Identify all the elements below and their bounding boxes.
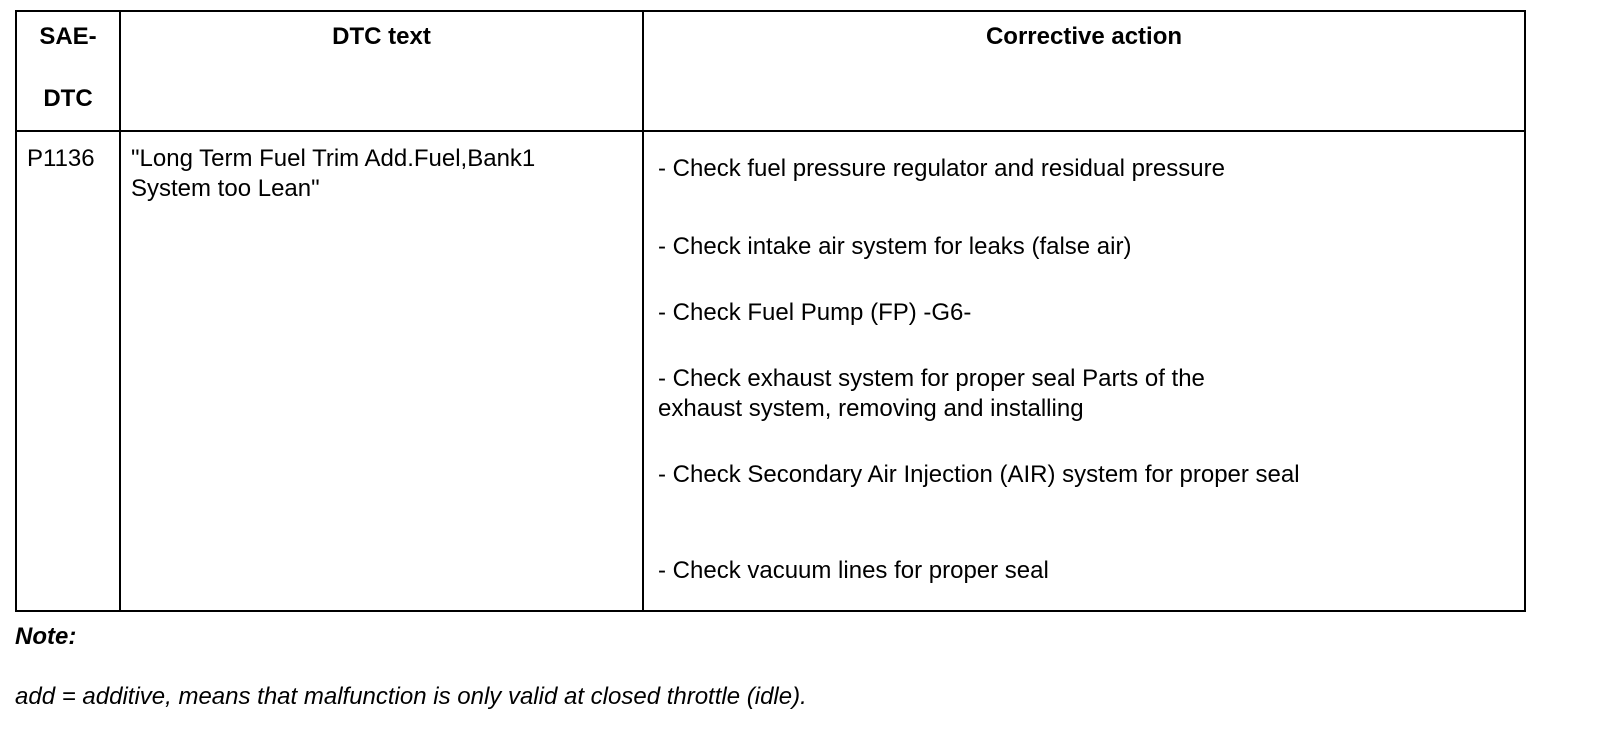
header-dtc-text: DTC text xyxy=(120,11,643,131)
dtc-table xyxy=(15,10,1526,612)
note-text: add = additive, means that malfunction is only valid at closed throttle (idle). xyxy=(15,683,807,710)
action-line: - Check Secondary Air Injection (AIR) system for proper seal xyxy=(658,461,1300,488)
dtc-text-cell xyxy=(120,131,643,611)
dtc-code-cell: P1136 xyxy=(16,131,120,611)
header-corrective-action: Corrective action xyxy=(643,11,1525,131)
note-label: Note: xyxy=(15,623,77,650)
action-line: - Check intake air system for leaks (false air) xyxy=(658,233,1132,260)
action-line: - Check vacuum lines for proper seal xyxy=(658,557,1049,584)
action-line: - Check fuel pressure regulator and residual pressure xyxy=(658,155,1225,182)
action-item-exhaust xyxy=(658,364,1514,424)
action-line: exhaust system, removing and installing xyxy=(658,395,1084,422)
table-header-row xyxy=(16,11,1525,131)
header-sae-line2: DTC xyxy=(43,85,93,112)
header-sae-line1: SAE- xyxy=(39,23,97,50)
action-item-fuel-pump xyxy=(658,298,1514,328)
action-line: - Check exhaust system for proper seal Parts of the xyxy=(658,365,1205,392)
dtc-text-line2: System too Lean" xyxy=(131,175,320,202)
action-line: - Check Fuel Pump (FP) -G6- xyxy=(658,299,972,326)
table-row xyxy=(16,131,1525,611)
dtc-text-line1: "Long Term Fuel Trim Add.Fuel,Bank1 xyxy=(131,145,536,172)
action-item-intake-air xyxy=(658,232,1514,262)
action-item-vacuum-lines xyxy=(658,556,1514,586)
header-sae-dtc xyxy=(16,11,120,131)
corrective-action-cell xyxy=(643,131,1525,611)
action-item-secondary-air xyxy=(658,460,1514,490)
action-item-fuel-pressure xyxy=(658,154,1514,184)
